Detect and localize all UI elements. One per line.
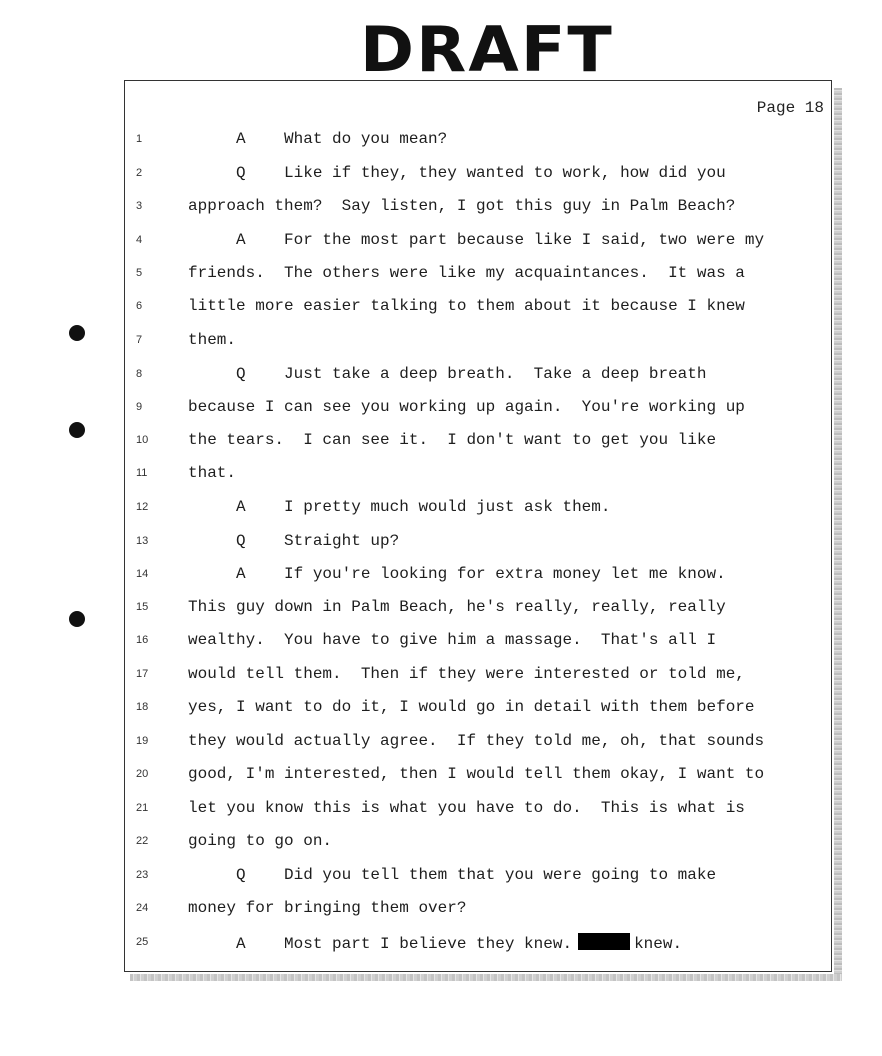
line-number: 17: [136, 668, 149, 680]
line-text-before-redaction: A Most part I believe they knew.: [188, 935, 573, 953]
line-text: A What do you mean?: [188, 130, 448, 148]
line-text: A I pretty much would just ask them.: [188, 498, 611, 516]
transcript-line: [0, 936, 882, 958]
transcript-line: [0, 130, 882, 155]
transcript-line: [0, 598, 882, 623]
line-text: Q Just take a deep breath. Take a deep breath: [188, 365, 707, 383]
line-number: 8: [136, 368, 143, 380]
transcript-line: [0, 365, 882, 390]
line-number: 3: [136, 200, 143, 212]
line-text-after-redaction: knew.: [634, 935, 683, 953]
transcript-line: [0, 264, 882, 289]
transcript-line: [0, 698, 882, 723]
transcript-line: [0, 498, 882, 523]
line-number: 10: [136, 434, 149, 446]
transcript-line: [0, 231, 882, 256]
transcript-line: [0, 866, 882, 891]
transcript-line: [0, 164, 882, 189]
redaction-bar: [578, 933, 630, 950]
line-number: 5: [136, 267, 143, 279]
line-text: going to go on.: [188, 832, 333, 850]
line-text: A If you're looking for extra money let me know.: [188, 565, 726, 583]
line-number: 22: [136, 835, 149, 847]
line-number: 7: [136, 334, 143, 346]
line-text: little more easier talking to them about it because I knew: [188, 297, 745, 315]
transcript-line: [0, 765, 882, 790]
line-number: 23: [136, 869, 149, 881]
line-text: approach them? Say listen, I got this guy in Palm Beach?: [188, 197, 736, 215]
transcript-line: [0, 899, 882, 924]
transcript-line: [0, 565, 882, 590]
line-text: A For the most part because like I said, two were my: [188, 231, 765, 249]
transcript-line: [0, 431, 882, 456]
line-number: 24: [136, 902, 149, 914]
transcript-line: [0, 398, 882, 423]
draft-stamp: DRAFT: [360, 13, 614, 86]
line-number: 9: [136, 401, 143, 413]
line-text: Q Like if they, they wanted to work, how did you: [188, 164, 726, 182]
line-text: good, I'm interested, then I would tell them okay, I want to: [188, 765, 765, 783]
line-text: Q Straight up?: [188, 532, 400, 550]
line-number: 20: [136, 768, 149, 780]
line-number: 1: [136, 133, 143, 145]
transcript-line: [0, 799, 882, 824]
frame-shadow-bottom: [130, 974, 842, 981]
transcript-line: [0, 197, 882, 222]
line-number: 15: [136, 601, 149, 613]
line-number: 19: [136, 735, 149, 747]
transcript-line: [0, 532, 882, 557]
transcript-line: [0, 464, 882, 489]
line-text: they would actually agree. If they told me, oh, that sounds: [188, 732, 765, 750]
transcript-line: [0, 665, 882, 690]
line-text: friends. The others were like my acquaintances. It was a: [188, 264, 745, 282]
line-text: money for bringing them over?: [188, 899, 467, 917]
line-text: the tears. I can see it. I don't want to get you like: [188, 431, 717, 449]
line-text: that.: [188, 464, 237, 482]
line-number: 16: [136, 634, 149, 646]
transcript-line: [0, 297, 882, 322]
line-number: 21: [136, 802, 149, 814]
line-number: 6: [136, 300, 143, 312]
line-number: 2: [136, 167, 143, 179]
line-text: wealthy. You have to give him a massage. That's all I: [188, 631, 717, 649]
line-text: let you know this is what you have to do. This is what is: [188, 799, 745, 817]
transcript-line: [0, 832, 882, 857]
line-number: 12: [136, 501, 149, 513]
line-text: [188, 933, 682, 953]
line-number: 25: [136, 936, 149, 948]
line-text: This guy down in Palm Beach, he's really, really, really: [188, 598, 726, 616]
line-number: 18: [136, 701, 149, 713]
line-text: Q Did you tell them that you were going to make: [188, 866, 717, 884]
line-number: 14: [136, 568, 149, 580]
transcript-line: [0, 631, 882, 656]
transcript-line: [0, 732, 882, 757]
transcript-line: [0, 331, 882, 356]
line-number: 13: [136, 535, 149, 547]
line-text: because I can see you working up again. You're working up: [188, 398, 745, 416]
line-text: would tell them. Then if they were interested or told me,: [188, 665, 745, 683]
line-text: them.: [188, 331, 237, 349]
line-number: 4: [136, 234, 143, 246]
line-text: yes, I want to do it, I would go in detail with them before: [188, 698, 755, 716]
line-number: 11: [136, 467, 148, 479]
page-number: Page 18: [756, 99, 824, 117]
